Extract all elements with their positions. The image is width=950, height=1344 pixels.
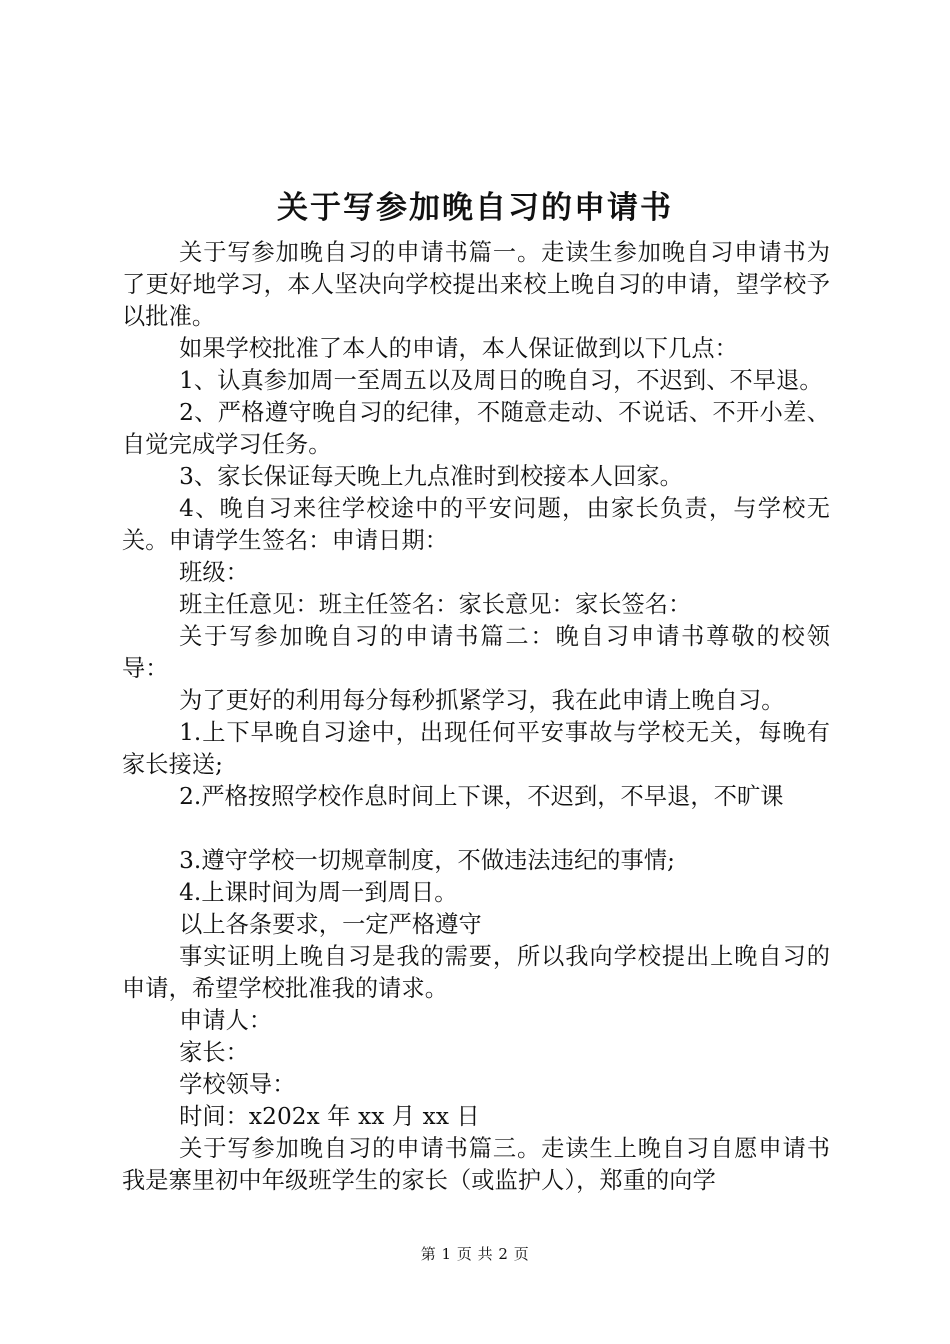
paragraph-promise-intro: 如果学校批准了本人的申请，本人保证做到以下几点： xyxy=(179,335,738,362)
paragraph-school-leader: 学校领导： xyxy=(179,1071,296,1098)
paragraph-item-2: 2.严格按照学校作息时间上下课，不迟到，不早退，不旷课 xyxy=(179,783,784,810)
paragraph-purpose: 为了更好的利用每分每秒抓紧学习，我在此申请上晚自习。 xyxy=(179,687,785,714)
paragraph-intro-2: 关于写参加晚自习的申请书篇二：晚自习申请书尊敬的校领导： xyxy=(122,623,830,682)
paragraph-intro-3: 关于写参加晚自习的申请书篇三。走读生上晚自习自愿申请书我是寨里初中年级班学生的家长（或监护人），郑重的向学 xyxy=(122,1135,830,1194)
paragraph-class: 班级： xyxy=(179,559,249,586)
paragraph-parent: 家长： xyxy=(179,1039,249,1066)
document-title: 关于写参加晚自习的申请书 xyxy=(277,190,673,226)
page-number: 第 1 页 共 2 页 xyxy=(420,1245,530,1263)
document-body xyxy=(122,237,830,1197)
paragraph-promise-4: 4、晚自习来往学校途中的平安问题，由家长负责，与学校无关。申请学生签名：申请日期： xyxy=(122,495,830,554)
paragraph-signatures: 班主任意见：班主任签名：家长意见：家长签名： xyxy=(179,591,692,618)
paragraph-comply: 以上各条要求，一定严格遵守 xyxy=(179,911,482,938)
paragraph-promise-3: 3、家长保证每天晚上九点准时到校接本人回家。 xyxy=(179,463,683,490)
blank-line xyxy=(122,813,830,845)
paragraph-promise-1: 1、认真参加周一至周五以及周日的晚自习，不迟到、不早退。 xyxy=(179,367,823,394)
paragraph-intro-1: 关于写参加晚自习的申请书篇一。走读生参加晚自习申请书为了更好地学习，本人坚决向学校提出来校上晚自习的申请，望学校予以批准。 xyxy=(122,239,830,330)
paragraph-item-4: 4.上课时间为周一到周日。 xyxy=(179,879,458,906)
paragraph-applicant: 申请人： xyxy=(179,1007,273,1034)
paragraph-promise-2: 2、严格遵守晚自习的纪律，不随意走动、不说话、不开小差、自觉完成学习任务。 xyxy=(122,399,830,458)
paragraph-conclusion: 事实证明上晚自习是我的需要，所以我向学校提出上晚自习的申请，希望学校批准我的请求。 xyxy=(122,943,830,1002)
paragraph-item-1: 1.上下早晚自习途中，出现任何平安事故与学校无关，每晚有家长接送; xyxy=(122,719,830,778)
paragraph-item-3: 3.遵守学校一切规章制度，不做违法违纪的事情; xyxy=(179,847,676,874)
paragraph-date: 时间：x202x 年 xx 月 xx 日 xyxy=(179,1103,480,1130)
